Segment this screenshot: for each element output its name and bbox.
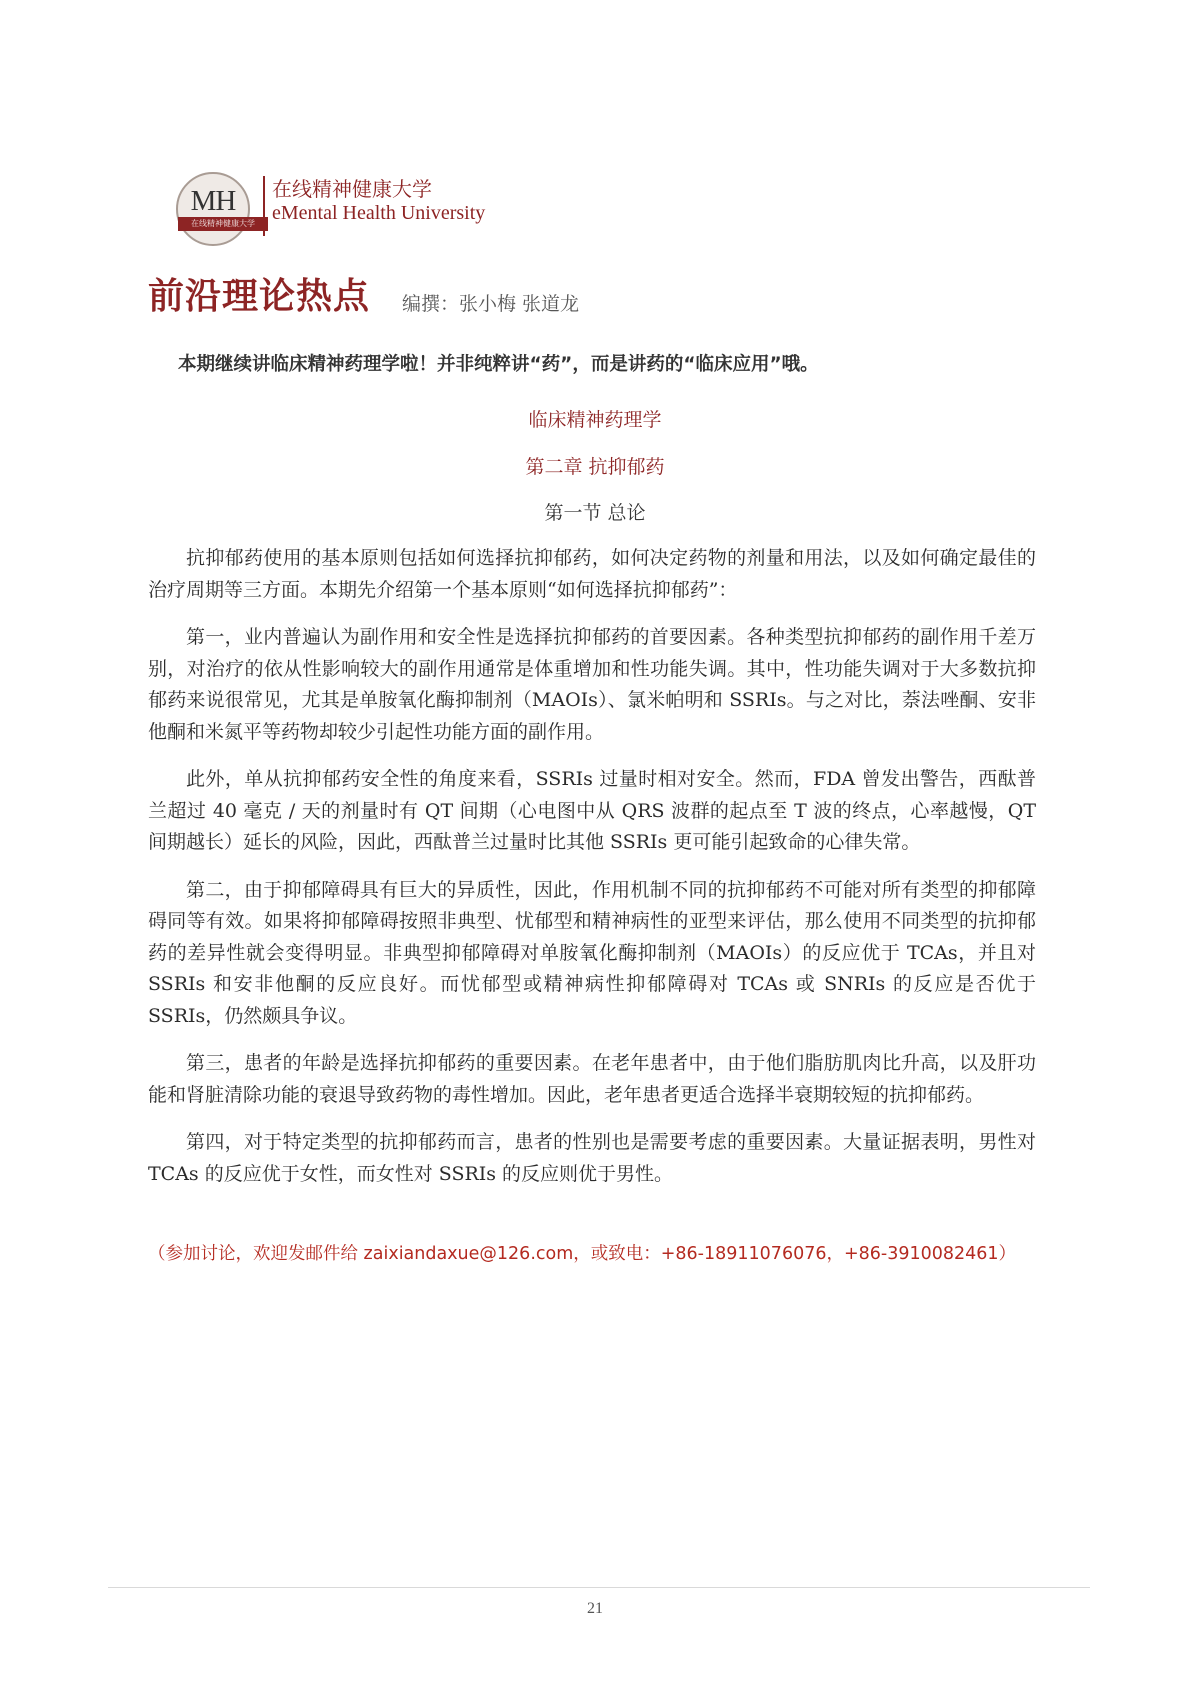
article-body: [148, 543, 1036, 1206]
page-number: 21: [587, 1600, 603, 1617]
logo-name-cn: 在线精神健康大学: [272, 177, 432, 201]
footer-divider: [108, 1587, 1090, 1588]
logo-seal: [176, 172, 255, 246]
paragraph: 第一，业内普遍认为副作用和安全性是选择抗抑郁药的首要因素。各种类型抗抑郁药的副作用千差万别，对治疗的依从性影响较大的副作用通常是体重增加和性功能失调。其中，性功能失调对于大多数抗抑郁药来说很常见，尤其是单胺氧化酶抑制剂（MAOIs）、氯米帕明和 SSRIs。与之对比，萘法唑酮、安非他酮和米氮平等药物却较少引起性功能方面的副作用。: [148, 626, 1036, 743]
logo-seal-text: MH: [190, 185, 236, 217]
column-title: 前沿理论热点: [148, 275, 371, 317]
contact-line: （参加讨论，欢迎发邮件给 zaixiandaxue@126.com，或致电：+86-18911076076，+86-3910082461）: [148, 1244, 1017, 1264]
university-logo: [168, 172, 498, 254]
editors-credit: 编撰：张小梅 张道龙: [402, 293, 580, 315]
logo-seal-ribbon: 在线精神健康大学: [178, 217, 268, 231]
logo-divider: [263, 176, 265, 236]
paragraph: 抗抑郁药使用的基本原则包括如何选择抗抑郁药，如何决定药物的剂量和用法，以及如何确定最佳的治疗周期等三方面。本期先介绍第一个基本原则“如何选择抗抑郁药”：: [148, 547, 1036, 601]
paragraph: 第三，患者的年龄是选择抗抑郁药的重要因素。在老年患者中，由于他们脂肪肌肉比升高，以及肝功能和肾脏清除功能的衰退导致药物的毒性增加。因此，老年患者更适合选择半衰期较短的抗抑郁药。: [148, 1052, 1036, 1106]
paragraph: 第四，对于特定类型的抗抑郁药而言，患者的性别也是需要考虑的重要因素。大量证据表明，男性对 TCAs 的反应优于女性，而女性对 SSRIs 的反应则优于男性。: [148, 1131, 1036, 1185]
logo-name-en: eMental Health University: [272, 202, 486, 224]
paragraph: 此外，单从抗抑郁药安全性的角度来看，SSRIs 过量时相对安全。然而，FDA 曾发出警告，西酞普兰超过 40 毫克 / 天的剂量时有 QT 间期（心电图中从 QRS 波群的起点至 T 波的终点，心率越慢，QT 间期越长）延长的风险，因此，西酞普兰过量时比其他 SSRIs 更可能引起致命的心律失常。: [148, 768, 1036, 853]
chapter-title: 第二章 抗抑郁药: [525, 456, 665, 478]
book-title: 临床精神药理学: [528, 409, 662, 431]
paragraph: 第二，由于抑郁障碍具有巨大的异质性，因此，作用机制不同的抗抑郁药不可能对所有类型的抑郁障碍同等有效。如果将抑郁障碍按照非典型、忧郁型和精神病性的亚型来评估，那么使用不同类型的抗抑郁药的差异性就会变得明显。非典型抑郁障碍对单胺氧化酶抑制剂（MAOIs）的反应优于 TCAs，并且对 SSRIs 和安非他酮的反应良好。而忧郁型或精神病性抑郁障碍对 TCAs 或 SNRIs 的反应是否优于 SSRIs，仍然颇具争议。: [148, 878, 1036, 1027]
section-title: 第一节 总论: [544, 502, 646, 524]
intro-line: 本期继续讲临床精神药理学啦！并非纯粹讲“药”，而是讲药的“临床应用”哦。: [178, 354, 819, 375]
